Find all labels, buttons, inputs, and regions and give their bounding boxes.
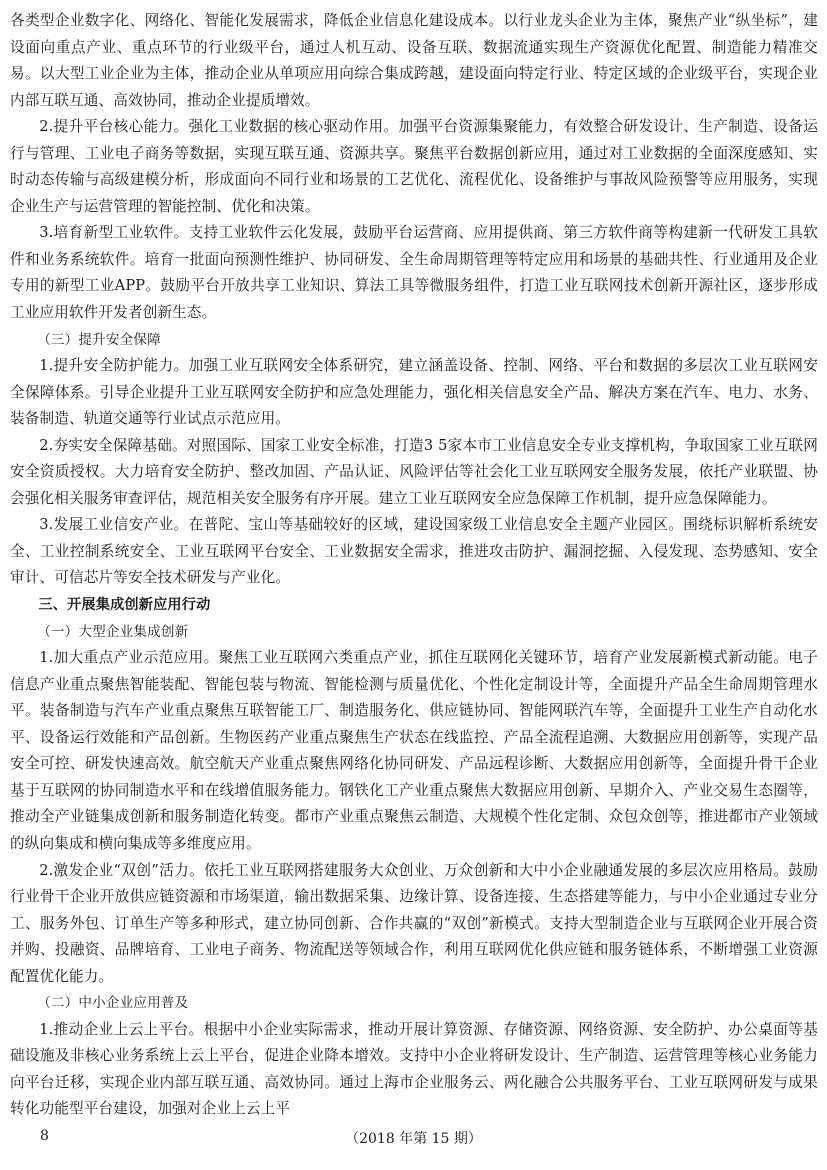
paragraph-continuation: 各类型企业数字化、网络化、智能化发展需求，降低企业信息化建设成本。以行业龙头企业为主体，聚焦产业“纵坐标”，建设面向重点产业、重点环节的行业级平台，通过人机互动、设备互联、数据流通实现生产资源优化配置、制造能力精准交易。以大型工业企业为主体，推动企业从单项应用向综合集成跨越，建设面向特定行业、特定区域的企业级平台，实现企业内部互联互通、高效协同，推动企业提质增效。 [10, 12, 818, 109]
body-text [10, 8, 818, 1123]
page-footer [0, 1128, 827, 1152]
subheading-security: （三）提升安全保障 [37, 331, 161, 348]
subheading-large-enterprise: （一）大型企业集成创新 [37, 623, 189, 640]
issue-label: （2018 年第 15 期） [345, 1131, 482, 1147]
paragraph-security-foundation: 2.夯实安全保障基础。对照国际、国家工业安全标准，打造3 5家本市工业信息安全专业支撑机构，争取国家工业互联网安全资质授权。大力培育安全防护、整改加固、产品认证、风险评估等社会化工业互联网安全服务发展，依托产业联盟、协会强化相关服务审查评估，规范相关安全服务有序开展。建立工业互联网安全应急保障工作机制，提升应急保障能力。 [10, 436, 818, 507]
paragraph-cloud-adoption: 1.推动企业上云上平台。根据中小企业实际需求，推动开展计算资源、存储资源、网络资源、安全防护、办公桌面等基础设施及非核心业务系统上云上平台，促进企业降本增效。支持中小企业将研发设计、生产制造、运营管理等核心业务能力向平台迁移，实现企业内部互联互通、高效协同。通过上海市企业服务云、两化融合公共服务平台、工业互联网研发与成果转化功能型平台建设，加强对企业上云上平 [10, 1020, 818, 1118]
paragraph-security-industry: 3.发展工业信安产业。在普陀、宝山等基础较好的区域，建设国家级工业信息安全主题产业园区。围绕标识解析系统安全、工业控制系统安全、工业互联网平台安全、工业数据安全需求，推进攻击防护、漏洞挖掘、入侵发现、态势感知、安全审计、可信芯片等安全技术研发与产业化。 [10, 516, 818, 587]
paragraph-industrial-software: 3.培育新型工业软件。支持工业软件云化发展，鼓励平台运营商、应用提供商、第三方软件商等构建新一代研发工具软件和业务系统软件。培育一批面向预测性维护、协同研发、全生命周期管理等特定应用和场景的基础共性、行业通用及企业专用的新型工业APP。鼓励平台开放共享工业知识、算法工具等微服务组件，打造工业互联网技术创新开源社区，逐步形成工业应用软件开发者创新生态。 [10, 224, 818, 322]
subheading-sme: （二）中小企业应用普及 [37, 995, 189, 1012]
page-number: 8 [40, 1128, 49, 1144]
paragraph-key-industries: 1.加大重点产业示范应用。聚焦工业互联网六类重点产业，抓住互联网化关键环节，培育产业发展新模式新动能。电子信息产业重点聚焦智能装配、智能包装与物流、智能检测与质量优化、个性化定制设计等，全面提升产品全生命周期管理水平。装备制造与汽车产业重点聚焦互联智能工厂、制造服务化、供应链协同、智能网联汽车等，全面提升工业生产自动化水平、设备运行效能和产品创新。生物医药产业重点聚焦生产状态在线监控、产品全流程追溯、大数据应用创新等，实现产品安全可控、研发快速高效。航空航天产业重点聚焦网络化协同研发、产品远程诊断、大数据应用创新等，全面提升骨干企业基于互联网的协同制造水平和在线增值服务能力。钢铁化工产业重点聚焦大数据应用创新、早期介入、产业交易生态圈等，推动全产业链集成创新和服务制造化转变。都市产业重点聚焦云制造、大规模个性化定制、众包众创等，推进都市产业领域的纵向集成和横向集成等多维度应用。 [10, 649, 818, 852]
paragraph-security-protection: 1.提升安全防护能力。加强工业互联网安全体系研究，建立涵盖设备、控制、网络、平台和数据的多层次工业互联网安全保障体系。引导企业提升工业互联网安全防护和应急处理能力，强化相关信息安全产品、解决方案在汽车、电力、水务、装备制造、轨道交通等行业试点示范应用。 [10, 357, 818, 428]
section-heading-integration: 三、开展集成创新应用行动 [38, 597, 211, 614]
paragraph-innovation: 2.激发企业“双创”活力。依托工业互联网搭建服务大众创业、万众创新和大中小企业融通发展的多层次应用格局。鼓励行业骨干企业开放供应链资源和市场渠道，输出数据采集、边缘计算、设备连接、生态搭建等能力，与中小企业通过专业分工、服务外包、订单生产等多种形式，建立协同创新、合作共赢的“双创”新模式。支持大型制造企业与互联网企业开展合资并购、投融资、品牌培育、工业电子商务、物流配送等领域合作，利用互联网优化供应链和服务链体系，不断增强工业资源配置优化能力。 [10, 861, 818, 985]
paragraph-platform-core: 2.提升平台核心能力。强化工业数据的核心驱动作用。加强平台资源集聚能力，有效整合研发设计、生产制造、设备运行与管理、工业电子商务等数据，实现互联互通、资源共享。聚焦平台数据创新应用，通过对工业数据的全面深度感知、实时动态传输与高级建模分析，形成面向不同行业和场景的工艺优化、流程优化、设备维护与事故风险预警等应用服务，实现企业生产与运营管理的智能控制、优化和决策。 [10, 118, 818, 215]
